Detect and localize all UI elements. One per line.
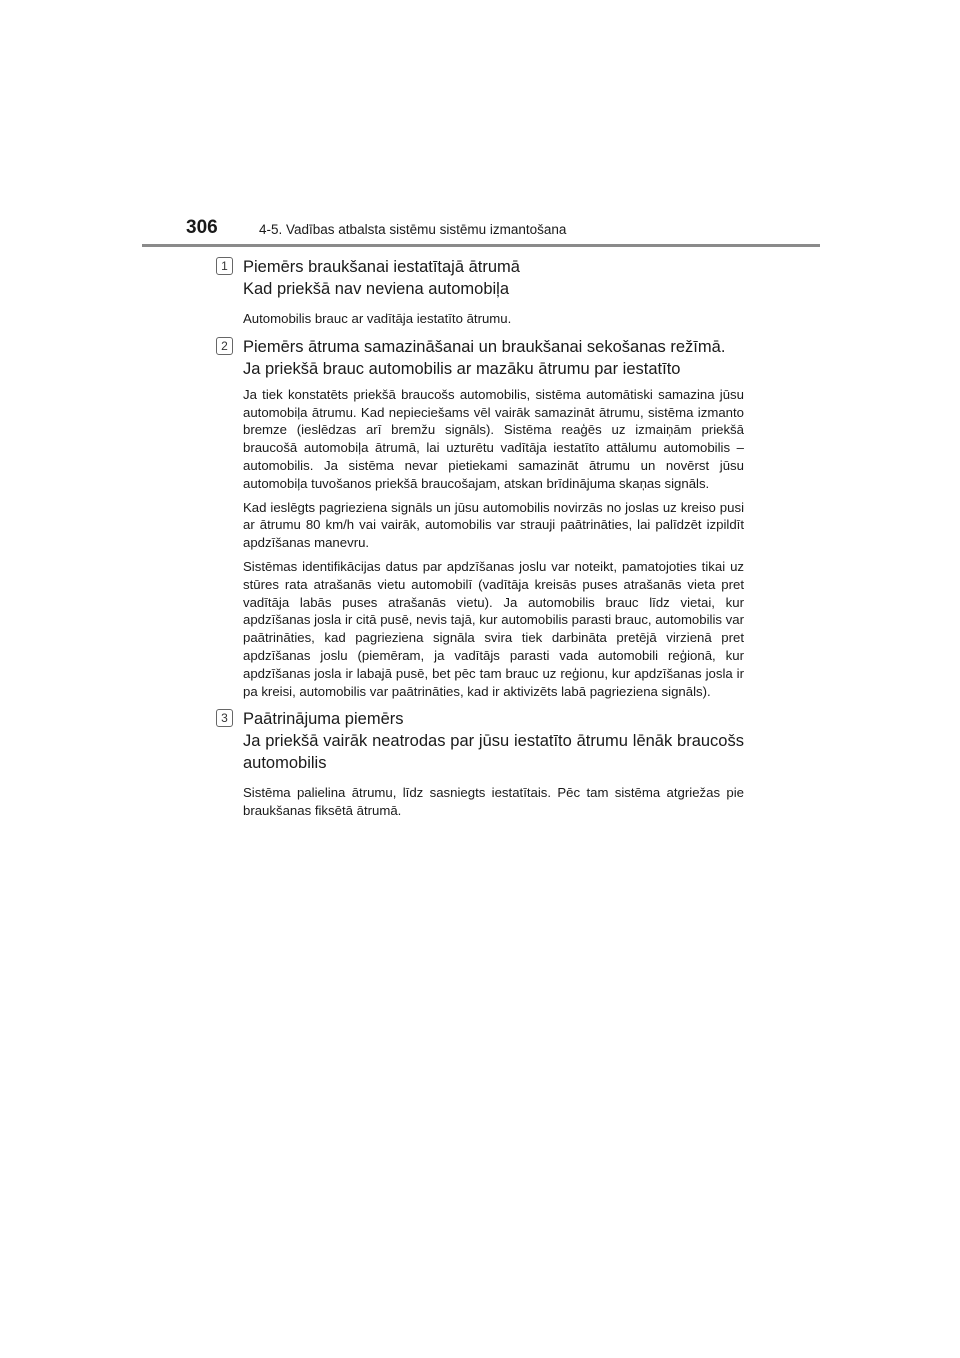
heading-line: Ja priekšā brauc automobilis ar mazāku ātrumu par iestatīto	[243, 359, 681, 378]
example-item-3	[216, 708, 744, 820]
heading-line: Piemērs braukšanai iestatītajā ātrumā	[243, 258, 520, 276]
heading-line: Paātrinājuma piemērs	[243, 710, 404, 729]
example-item-2	[216, 336, 744, 701]
heading-line: Ja priekšā vairāk neatrodas par jūsu iestatīto ātrumu lēnāk braucošs automobilis	[243, 732, 744, 773]
example-item-1	[216, 256, 744, 328]
item-heading	[243, 336, 744, 380]
section-title: 4-5. Vadības atbalsta sistēmu sistēmu izmantošana	[259, 222, 567, 237]
heading-line: Kad priekšā nav neviena automobiļa	[243, 280, 510, 298]
paragraph: Sistēma palielina ātrumu, līdz sasniegts iestatītais. Pēc tam sistēma atgriežas pie braukšanas fiksētā ātrumā.	[243, 785, 744, 819]
header-divider	[142, 244, 820, 247]
item-heading	[243, 708, 744, 774]
paragraph: Sistēmas identifikācijas datus par apdzīšanas joslu var noteikt, pamatojoties tikai uz stūres rata atrašanās vietu automobilī (vadītāja kreisās puses atrašanās vieta pret vadītāja labās puses atrašanās vietu). Ja automobilis brauc līdz vietai, kur apdzīšanas josla ir citā pusē, nevis tajā, kur automobilis parasti brauc, automobilis var paātrināties, kad pagrieziena signāla svira tiek darbināta pretējā virzienā pret apdzīšanas joslu (piemēram, ja vadītājs parasti vada automobili reģionā, kur apdzīšanas josla ir labajā pusē, bet pēc tam brauc uz reģionu, kur apdzīšanas josla ir pa kreisi, automobilis var paātrināties, kad ir aktivizēts labā pagrieziena signāls).	[243, 558, 744, 699]
page-number: 306	[186, 217, 218, 238]
heading-line: Piemērs ātruma samazināšanai un braukšanai sekošanas režīmā.	[243, 337, 726, 356]
number-2-icon: 2	[216, 337, 233, 355]
number-1-icon: 1	[216, 257, 233, 275]
paragraph: Automobilis brauc ar vadītāja iestatīto ātrumu.	[243, 311, 512, 326]
item-heading	[243, 256, 744, 300]
paragraph: Ja tiek konstatēts priekšā braucošs automobilis, sistēma automātiski samazina jūsu automobiļa ātrumu. Kad nepieciešams vēl vairāk samazināt ātrumu, sistēma izmanto bremze (ieslēdzas arī bremžu signāls). Sistēma reaģēs uz izmaiņām priekšā braucošā automobiļa ātrumā, lai uzturētu vadītāja iestatīto attālumu automobilis – automobilis. Ja sistēma nevar pietiekami samazināt ātrumu un novērst jūsu automobiļa tuvošanos priekšā braucošajam, atskan brīdinājuma skaņas signāls.	[243, 386, 744, 491]
number-3-icon: 3	[216, 709, 233, 727]
paragraph: Kad ieslēgts pagrieziena signāls un jūsu automobilis novirzās no joslas uz kreiso pusi ar ātrumu 80 km/h vai vairāk, automobilis var strauji paātrināties, lai palīdzēt izpildīt apdzīšanas manevru.	[243, 499, 744, 551]
main-content	[216, 256, 744, 820]
page-header	[142, 212, 820, 247]
